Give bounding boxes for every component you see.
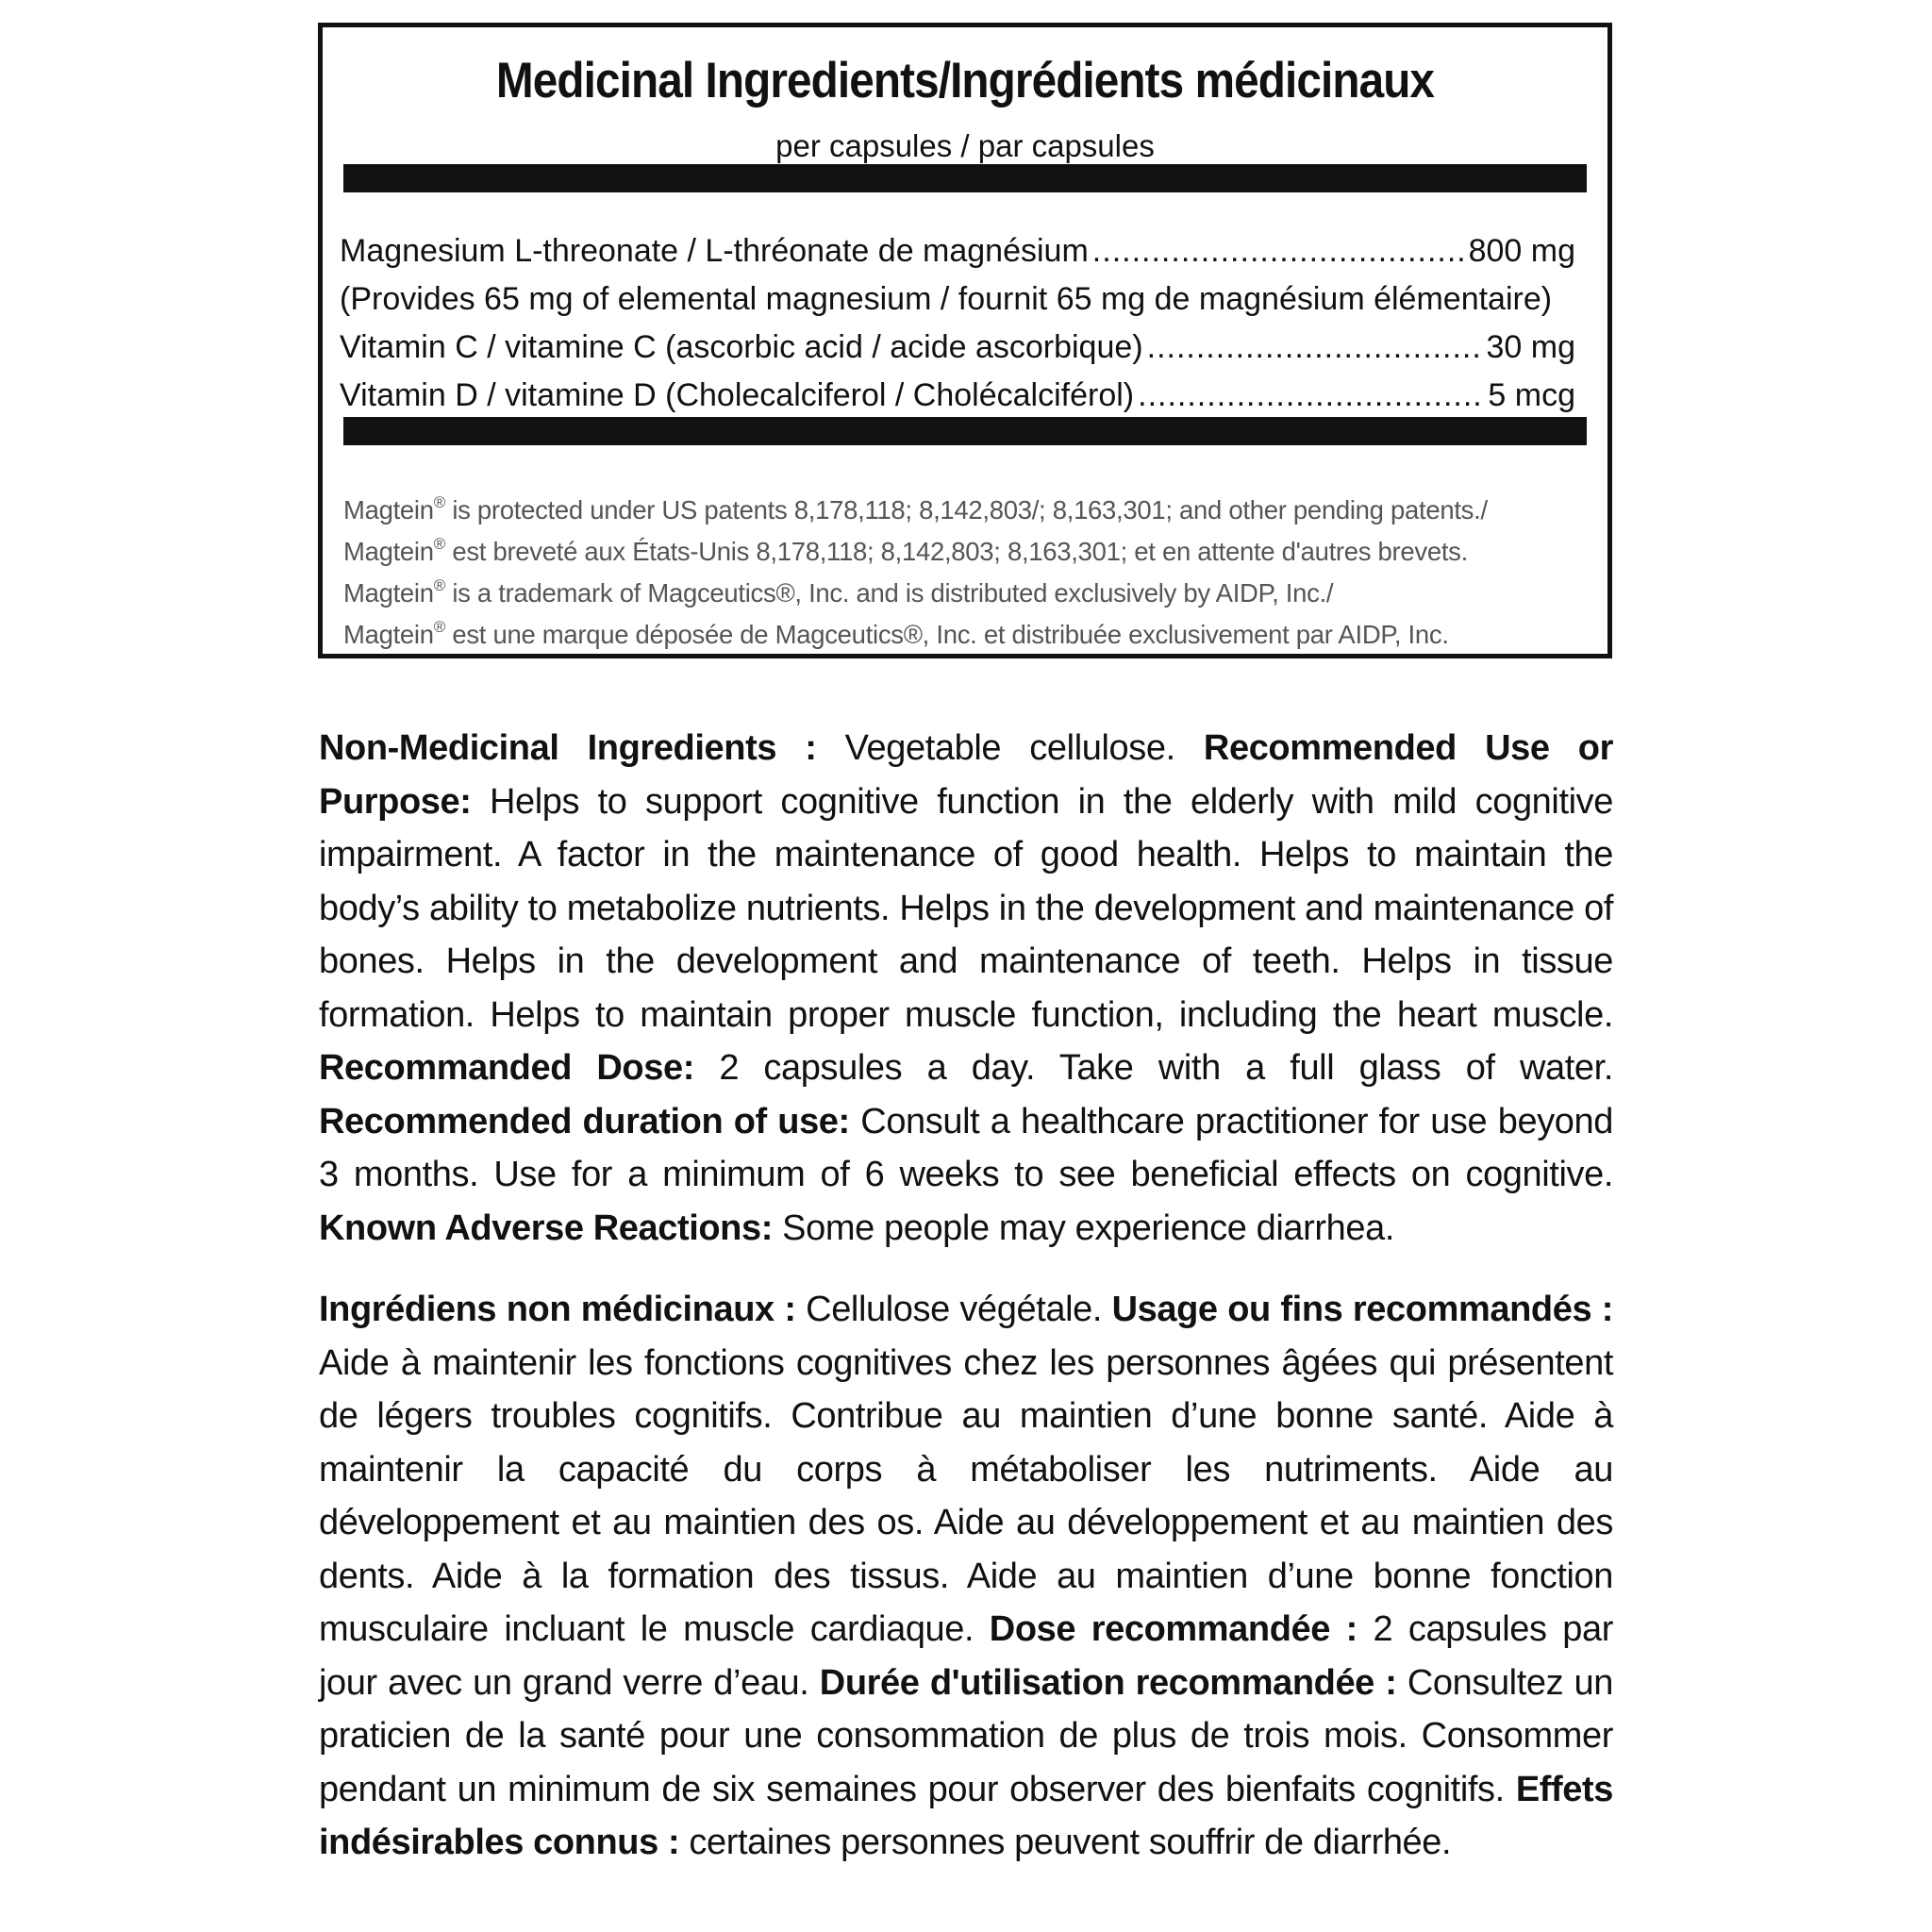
patent-line: Magtein® est breveté aux États-Unis 8,178,118; 8,142,803; 8,163,301; et en attente d'autres brevets. bbox=[343, 535, 1468, 566]
panel-title: Medicinal Ingredients/Ingrédients médicinaux bbox=[495, 53, 1435, 108]
recommended-use-label: Usage ou fins recommandés : bbox=[1111, 1290, 1614, 1329]
top-divider-bar bbox=[343, 164, 1587, 192]
panel-subtitle: per capsules / par capsules bbox=[775, 128, 1155, 163]
bottom-divider-bar bbox=[343, 417, 1587, 445]
duration-label: Durée d'utilisation recommandée : bbox=[819, 1662, 1397, 1703]
medicinal-ingredients-panel bbox=[318, 23, 1612, 658]
ingredient-row-vitamin-d bbox=[340, 374, 1575, 417]
french-label-paragraph: Ingrédiens non médicinaux : Cellulose végétale. Usage ou fins recommandés : Aide à maintenir les fonctions cognitives chez les personnes âgées qui présentent de légers troubles cognitifs. Contribue au maintien d’une bonne santé. Aide à maintenir la capacité du corps à métaboliser les nutriments. Aide au développement et au maintien des os. Aide au développement et au maintien des dents. Aide à la formation des tissus. Aide au maintien d’une bonne fonction musculaire incluant le muscle cardiaque. Dose recommandée : 2 capsules par jour avec un grand verre d’eau. Durée d'utilisation recommandée : Consultez un praticien de la santé pour une consommation de plus de trois mois. Consommer pendant un minimum de six semaines pour observer des bienfaits cognitifs. Effets indésirables connus : certaines personnes peuvent souffrir de diarrhée. bbox=[319, 1290, 1614, 1862]
adverse-reactions-label: Effets indésirables connus : bbox=[319, 1769, 1613, 1862]
ingredient-name: Vitamin D / vitamine D (Cholecalciferol / Cholécalciférol) bbox=[340, 377, 1135, 413]
patent-line: Magtein® is a trademark of Magceutics®, Inc. and is distributed exclusively by AIDP, Inc./ bbox=[343, 576, 1334, 608]
ingredient-amount: 30 mg bbox=[1486, 329, 1575, 365]
ingredient-amount: 800 mg bbox=[1468, 233, 1575, 269]
ingredient-note-magnesium: (Provides 65 mg of elemental magnesium / fournit 65 mg de magnésium élémentaire) bbox=[340, 281, 1553, 317]
ingredient-amount: 5 mcg bbox=[1488, 377, 1575, 413]
ingredient-row-magnesium bbox=[340, 229, 1575, 273]
leader-dots bbox=[1138, 374, 1484, 417]
dose-label: Dose recommandée : bbox=[989, 1609, 1357, 1649]
non-medicinal-label: Ingrédiens non médicinaux : bbox=[319, 1290, 796, 1329]
english-label-paragraph: Non-Medicinal Ingredients : Vegetable cellulose. Recommended Use or Purpose: Helps to support cognitive function in the elderly with mild cognitive impairment. A factor in the maintenance of good health. Helps to maintain the body’s ability to metabolize nutrients. Helps in the development and maintenance of bones. Helps in the development and maintenance of teeth. Helps in tissue formation. Helps to maintain proper muscle function, including the heart muscle. Recommanded Dose: 2 capsules a day. Take with a full glass of water. Recommended duration of use: Consult a healthcare practitioner for use beyond 3 months. Use for a minimum of 6 weeks to see beneficial effects on cognitive. Known Adverse Reactions: Some people may experience diarrhea. bbox=[319, 728, 1614, 1248]
leader-dots bbox=[1147, 325, 1483, 369]
ingredient-row-vitamin-c bbox=[340, 325, 1575, 369]
ingredient-name: Magnesium L-threonate / L-thréonate de magnésium bbox=[340, 233, 1089, 269]
patent-line: Magtein® is protected under US patents 8,178,118; 8,142,803/; 8,163,301; and other pending patents./ bbox=[343, 493, 1488, 525]
ingredient-name: Vitamin C / vitamine C (ascorbic acid / acide ascorbique) bbox=[340, 329, 1143, 365]
patent-line: Magtein® est une marque déposée de Magceutics®, Inc. et distribuée exclusivement par AIDP, Inc. bbox=[343, 618, 1449, 649]
duration-label: Recommended duration of use: bbox=[319, 1101, 850, 1141]
recommended-use-label: Recommended Use or Purpose: bbox=[319, 728, 1613, 822]
leader-dots bbox=[1092, 229, 1465, 273]
adverse-reactions-label: Known Adverse Reactions: bbox=[319, 1208, 773, 1248]
non-medicinal-label: Non-Medicinal Ingredients : bbox=[319, 728, 817, 768]
dose-label: Recommanded Dose: bbox=[319, 1048, 694, 1088]
